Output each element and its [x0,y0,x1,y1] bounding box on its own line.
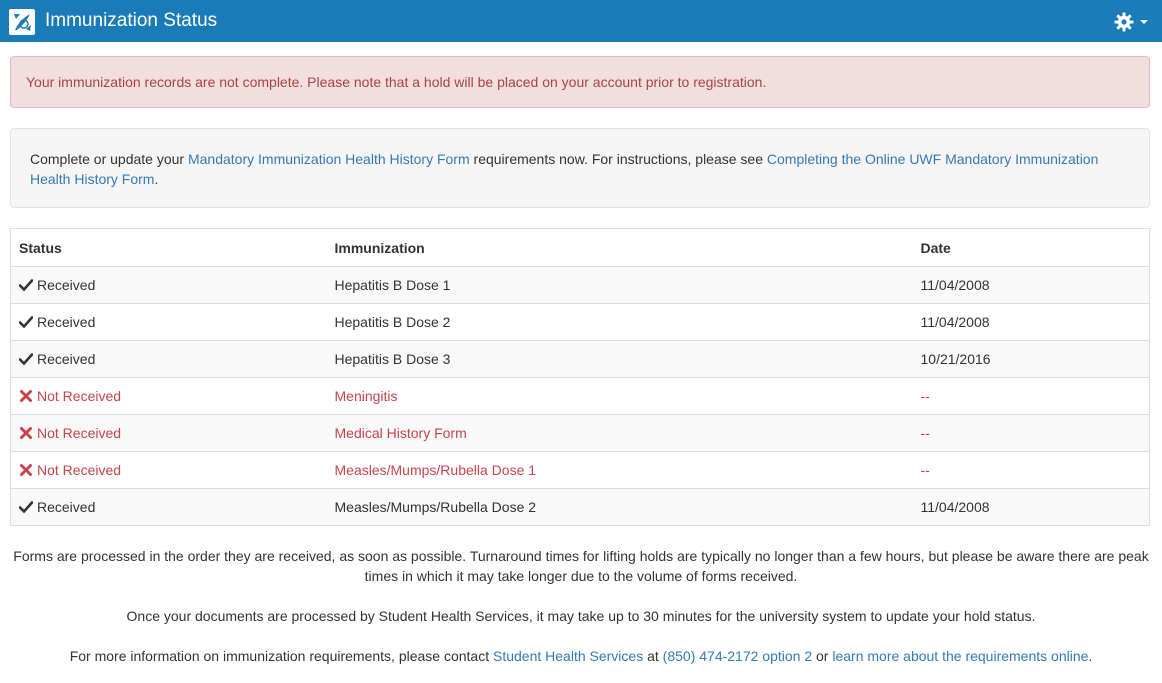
status-cell [11,304,327,341]
status-cell [11,452,327,489]
table-row [11,489,1150,526]
checkmark-icon [19,500,33,514]
gear-icon [1114,12,1134,32]
immunization-cell: Hepatitis B Dose 2 [327,304,913,341]
table-row [11,304,1150,341]
contact-note [0,646,1162,666]
settings-menu-button[interactable] [1114,11,1154,33]
immunization-table [10,228,1150,526]
table-row [11,267,1150,304]
date-cell: -- [913,415,1150,452]
table-row [11,415,1150,452]
status-cell [11,489,327,526]
status-label: Received [37,314,96,330]
status-cell [11,267,327,304]
uwf-logo-icon[interactable] [9,9,35,35]
info-middle: requirements now. For instructions, please see [469,151,767,167]
date-cell: 11/04/2008 [913,267,1150,304]
contact-or: or [812,648,833,664]
status-label: Not Received [37,462,122,478]
student-health-services-link[interactable]: Student Health Services [493,648,644,664]
immunization-cell: Medical History Form [327,415,913,452]
status-label: Received [37,499,96,515]
requirements-online-link[interactable]: learn more about the requirements online [832,648,1089,664]
immunization-cell: Measles/Mumps/Rubella Dose 1 [327,452,913,489]
x-icon [19,389,33,403]
instructions-link[interactable]: Completing the Online UWF Mandatory Immunization Health History Form [30,151,1099,187]
table-row [11,378,1150,415]
table-row [11,452,1150,489]
x-icon [19,426,33,440]
date-cell: 11/04/2008 [913,489,1150,526]
immunization-cell: Measles/Mumps/Rubella Dose 2 [327,489,913,526]
immunization-cell: Meningitis [327,378,913,415]
immunization-column-header: Immunization [327,229,913,267]
date-cell: 10/21/2016 [913,341,1150,378]
table-header-row [11,229,1150,267]
checkmark-icon [19,315,33,329]
x-icon [19,463,33,477]
status-column-header: Status [11,229,327,267]
health-history-form-link[interactable]: Mandatory Immunization Health History Form [187,151,470,167]
date-cell: -- [913,452,1150,489]
alert-text: Your immunization records are not complete. Please note that a hold will be placed on your account prior to registration. [26,74,767,90]
contact-prefix: For more information on immunization requirements, please contact [69,648,493,664]
table-row [11,341,1150,378]
checkmark-icon [19,278,33,292]
status-label: Received [37,351,96,367]
update-time-note: Once your documents are processed by Student Health Services, it may take up to 30 minutes for the university system to update your hold status. [126,608,1036,624]
incomplete-records-alert [10,56,1150,108]
status-cell [11,341,327,378]
processing-note: Forms are processed in the order they are received, as soon as possible. Turnaround times for lifting holds are typically no longer than a few hours, but please be aware there are peak times in which it may take longer due to the volume of forms received. [13,548,1149,584]
status-label: Not Received [37,388,122,404]
instructions-panel [10,128,1150,208]
status-cell [11,415,327,452]
status-label: Received [37,277,96,293]
checkmark-icon [19,352,33,366]
info-suffix: . [154,171,159,187]
date-cell: 11/04/2008 [913,304,1150,341]
top-navbar [0,0,1162,42]
contact-suffix: . [1088,648,1093,664]
date-column-header: Date [913,229,1150,267]
date-cell: -- [913,378,1150,415]
status-cell [11,378,327,415]
status-label: Not Received [37,425,122,441]
contact-at: at [643,648,663,664]
chevron-down-icon [1140,20,1148,24]
app-title: Immunization Status [45,10,218,31]
immunization-cell: Hepatitis B Dose 1 [327,267,913,304]
immunization-cell: Hepatitis B Dose 3 [327,341,913,378]
info-prefix: Complete or update your [30,151,188,167]
phone-link[interactable]: (850) 474-2172 option 2 [662,648,813,664]
